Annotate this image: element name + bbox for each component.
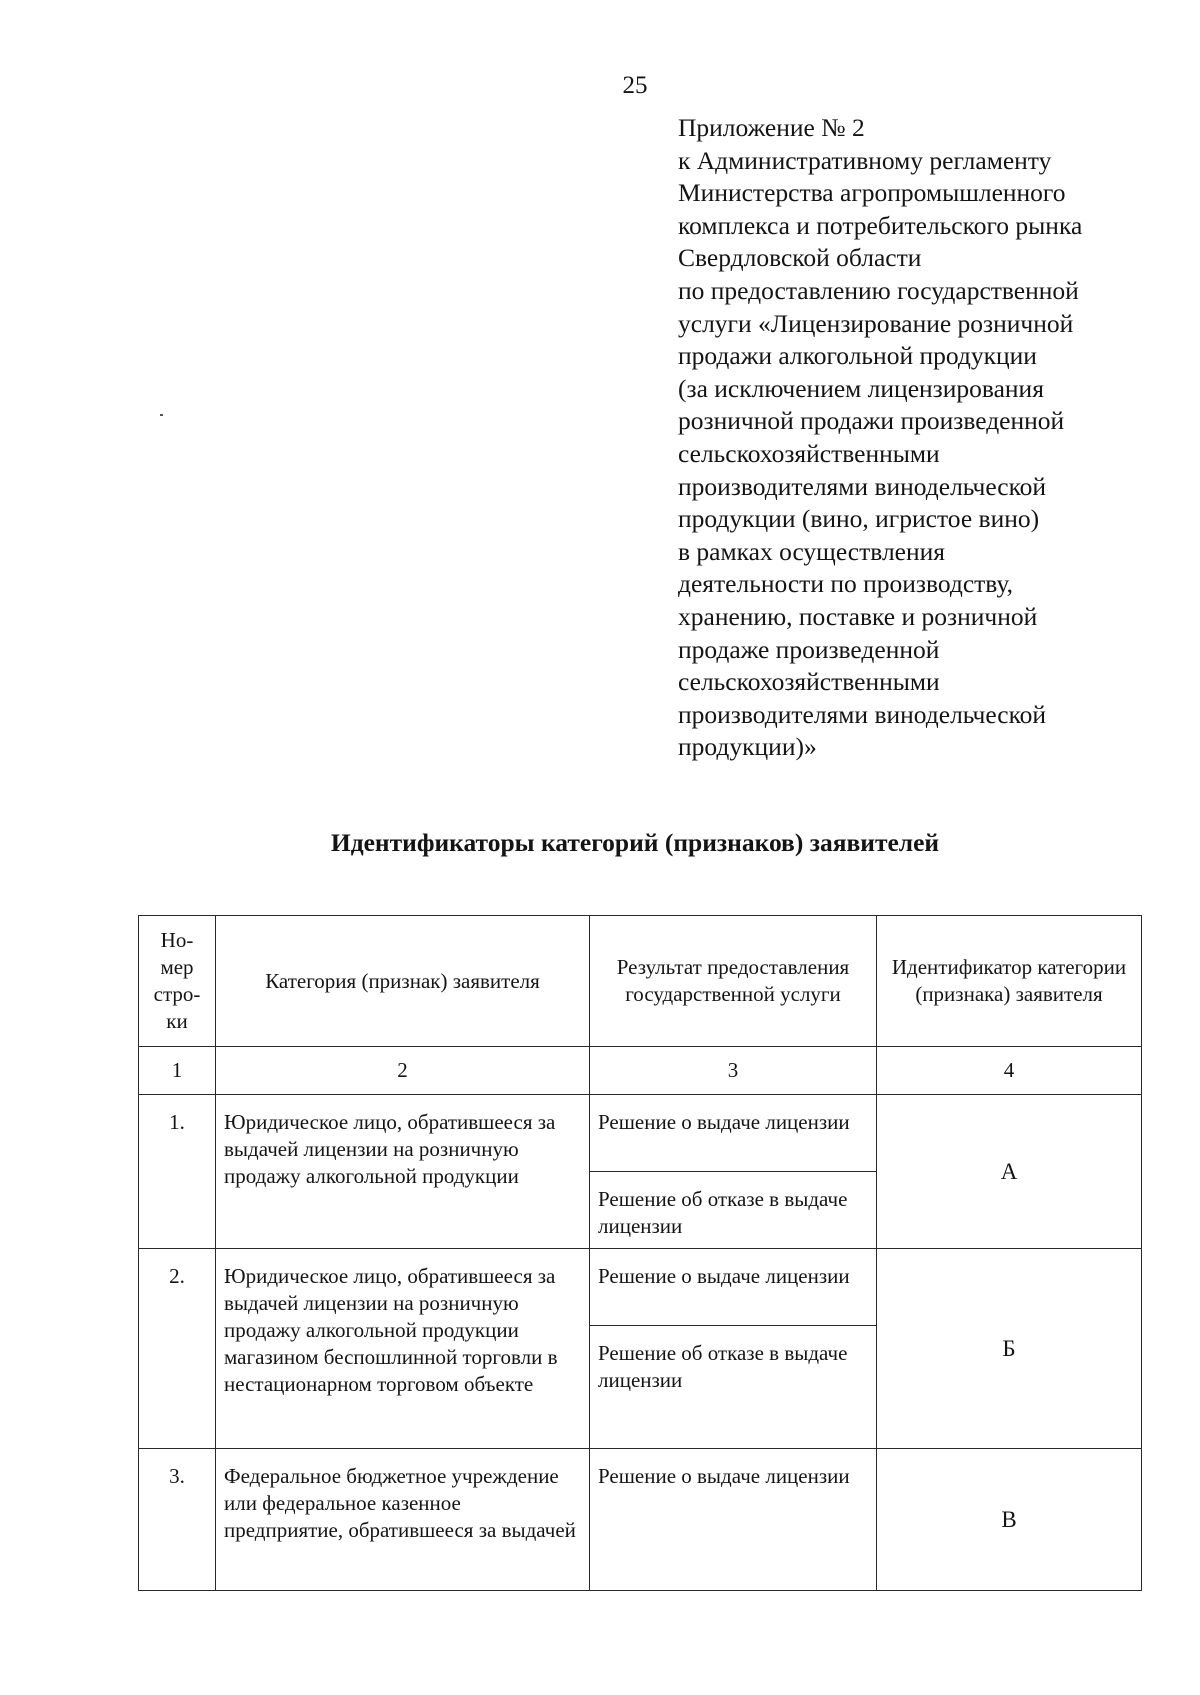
- row-number: 3.: [139, 1449, 216, 1591]
- appendix-line: к Административному регламенту: [678, 145, 1052, 175]
- row-identifier: Б: [877, 1249, 1142, 1449]
- header-row-number: Но- мер стро- ки: [139, 916, 216, 1047]
- row-number: 2.: [139, 1249, 216, 1449]
- row-category: Федеральное бюджетное учреждение или федеральное казенное предприятие, обратившееся за выдачей: [216, 1449, 590, 1591]
- row-category: Юридическое лицо, обратившееся за выдачей лицензии на розничную продажу алкогольной продукции магазином беспошлинной торговли в нестационарном торговом объекте: [216, 1249, 590, 1449]
- appendix-line: производителями винодельческой: [678, 471, 1047, 501]
- column-number-row: [139, 1047, 1142, 1095]
- appendix-line: комплекса и потребительского рынка: [678, 210, 1083, 240]
- appendix-line: продаже произведенной: [678, 634, 940, 664]
- appendix-line: розничной продажи произведенной: [678, 406, 1065, 436]
- row-number: 1.: [139, 1095, 216, 1249]
- column-number: 2: [216, 1047, 590, 1095]
- header-result: Результат предоставления государственной услуги: [590, 916, 877, 1047]
- table-header-row: [139, 916, 1142, 1047]
- identifiers-table: [138, 915, 1142, 1591]
- appendix-header: [678, 112, 1148, 764]
- row-result: Решение о выдаче лицензии: [590, 1095, 877, 1172]
- appendix-line: сельскохозяйственными: [678, 438, 940, 468]
- appendix-line: Министерства агропромышленного: [678, 178, 1066, 208]
- appendix-line: деятельности по производству,: [678, 569, 1014, 599]
- appendix-line: продажи алкогольной продукции: [678, 341, 1037, 371]
- column-number: 1: [139, 1047, 216, 1095]
- table-row: [139, 1449, 1142, 1591]
- document-title: Идентификаторы категорий (признаков) заявителей: [330, 828, 940, 857]
- column-number: 3: [590, 1047, 877, 1095]
- table-row: [139, 1095, 1142, 1172]
- row-result: Решение о выдаче лицензии: [590, 1249, 877, 1326]
- page-number: 25: [622, 72, 648, 99]
- row-identifier: А: [877, 1095, 1142, 1249]
- appendix-line: продукции)»: [678, 732, 817, 762]
- appendix-line: Приложение № 2: [678, 113, 865, 142]
- appendix-line: сельскохозяйственными: [678, 667, 940, 697]
- row-category: Юридическое лицо, обратившееся за выдачей лицензии на розничную продажу алкогольной продукции: [216, 1095, 590, 1249]
- header-identifier: Идентификатор категории (признака) заявителя: [877, 916, 1142, 1047]
- appendix-line: (за исключением лицензирования: [678, 373, 1044, 403]
- scan-speck: [160, 414, 163, 416]
- row-result: Решение о выдаче лицензии: [590, 1449, 877, 1591]
- column-number: 4: [877, 1047, 1142, 1095]
- row-identifier: В: [877, 1449, 1142, 1591]
- appendix-line: хранению, поставке и розничной: [678, 601, 1038, 631]
- row-result: Решение об отказе в выдаче лицензии: [590, 1326, 877, 1449]
- row-result: Решение об отказе в выдаче лицензии: [590, 1172, 877, 1249]
- header-category: Категория (признак) заявителя: [216, 916, 590, 1047]
- table-row: [139, 1249, 1142, 1326]
- appendix-line: производителями винодельческой: [678, 699, 1047, 729]
- appendix-line: по предоставлению государственной: [678, 275, 1079, 305]
- appendix-line: услуги «Лицензирование розничной: [678, 308, 1074, 338]
- appendix-line: продукции (вино, игристое вино): [678, 504, 1040, 534]
- appendix-line: в рамках осуществления: [678, 536, 946, 566]
- appendix-line: Свердловской области: [678, 243, 922, 273]
